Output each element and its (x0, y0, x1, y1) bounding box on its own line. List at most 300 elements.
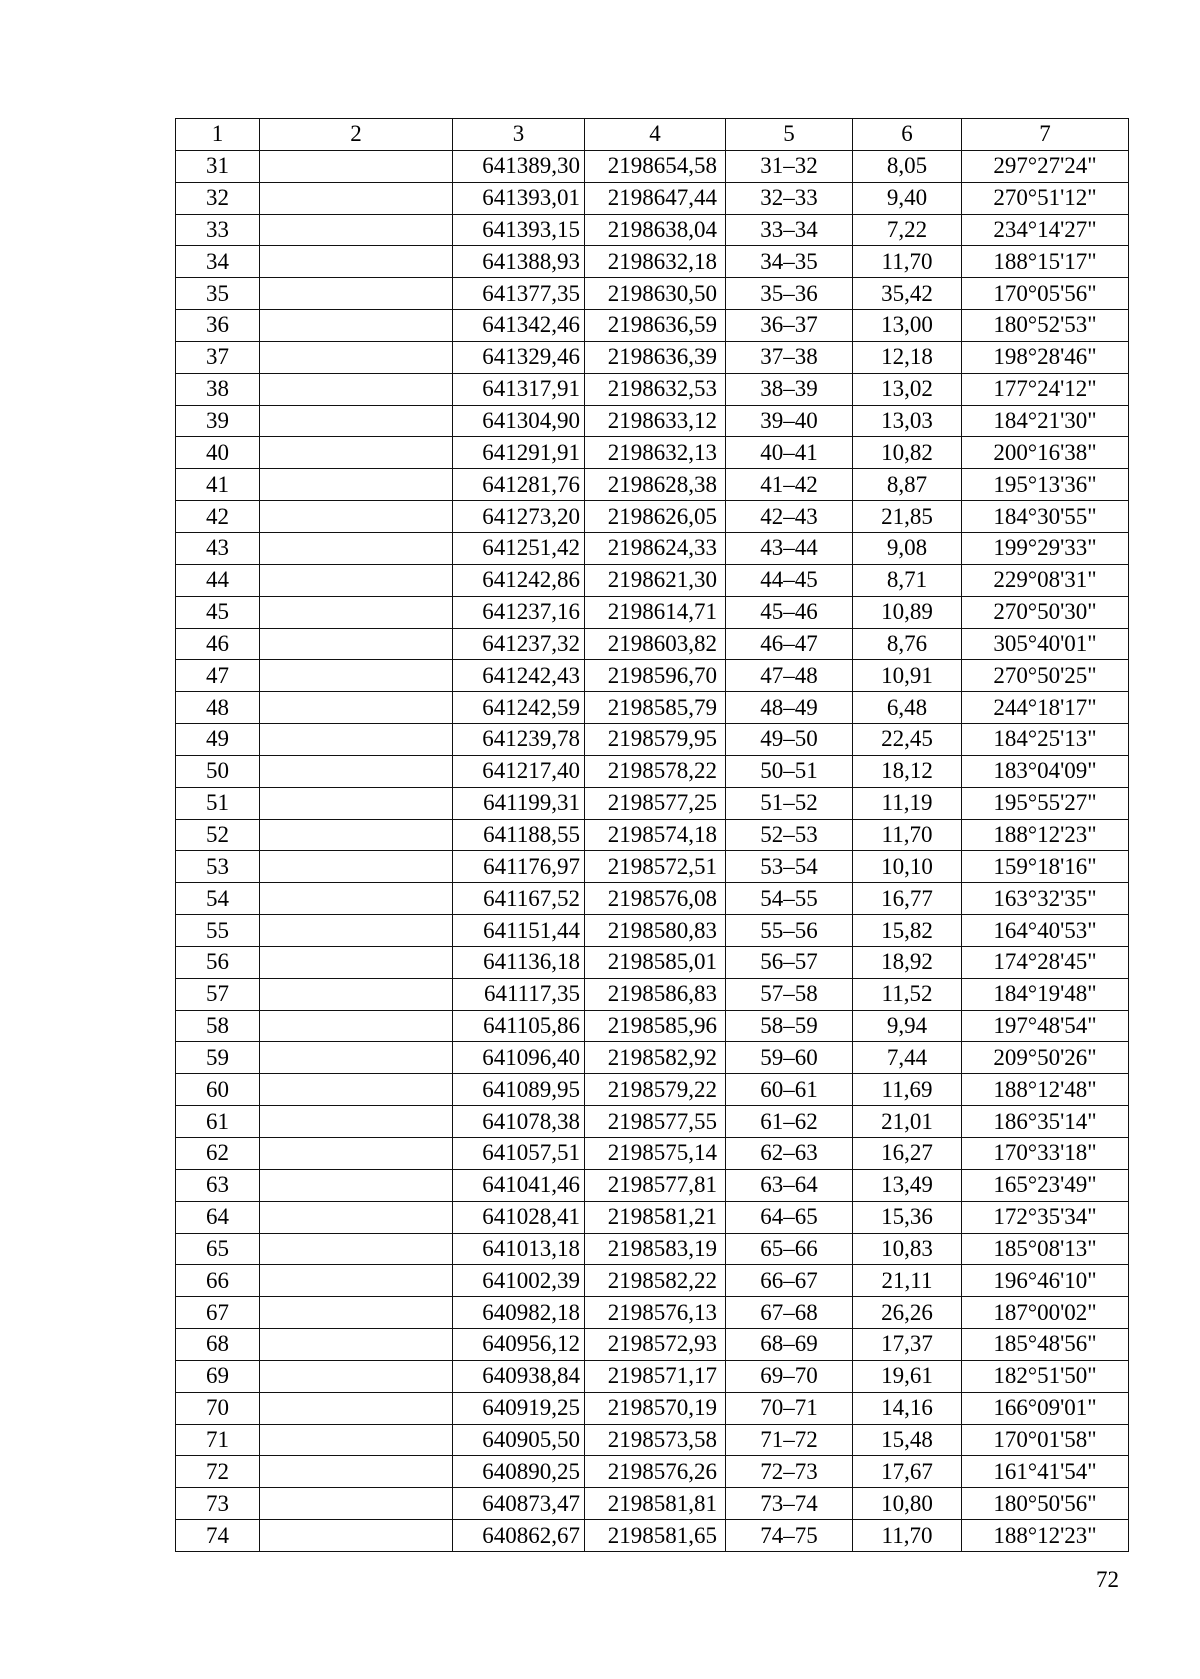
length-cell: 10,10 (853, 851, 962, 883)
table-row (176, 532, 1129, 564)
blank-cell (260, 1456, 453, 1488)
length-cell: 15,36 (853, 1201, 962, 1233)
x-coordinate-cell: 641041,46 (453, 1169, 585, 1201)
length-cell: 17,67 (853, 1456, 962, 1488)
point-number-cell: 53 (176, 851, 260, 883)
blank-cell (260, 532, 453, 564)
length-cell: 16,77 (853, 883, 962, 915)
point-number-cell: 33 (176, 214, 260, 246)
point-number-cell: 46 (176, 628, 260, 660)
point-number-cell: 45 (176, 596, 260, 628)
bearing-cell: 229°08'31" (962, 564, 1129, 596)
table-row (176, 1424, 1129, 1456)
table-row (176, 501, 1129, 533)
blank-cell (260, 246, 453, 278)
point-number-cell: 52 (176, 819, 260, 851)
blank-cell (260, 1392, 453, 1424)
point-number-cell: 31 (176, 150, 260, 182)
x-coordinate-cell: 641096,40 (453, 1042, 585, 1074)
segment-cell: 58–59 (726, 1010, 853, 1042)
length-cell: 8,71 (853, 564, 962, 596)
length-cell: 21,85 (853, 501, 962, 533)
y-coordinate-cell: 2198586,83 (585, 978, 726, 1010)
bearing-cell: 198°28'46" (962, 341, 1129, 373)
point-number-cell: 48 (176, 692, 260, 724)
length-cell: 16,27 (853, 1138, 962, 1170)
table-body (176, 150, 1129, 1551)
segment-cell: 31–32 (726, 150, 853, 182)
length-cell: 21,11 (853, 1265, 962, 1297)
x-coordinate-cell: 641237,32 (453, 628, 585, 660)
bearing-cell: 170°33'18" (962, 1138, 1129, 1170)
table-row (176, 310, 1129, 342)
table-row (176, 564, 1129, 596)
y-coordinate-cell: 2198582,22 (585, 1265, 726, 1297)
x-coordinate-cell: 640873,47 (453, 1488, 585, 1520)
x-coordinate-cell: 641089,95 (453, 1074, 585, 1106)
bearing-cell: 185°08'13" (962, 1233, 1129, 1265)
x-coordinate-cell: 641176,97 (453, 851, 585, 883)
length-cell: 11,70 (853, 819, 962, 851)
blank-cell (260, 1074, 453, 1106)
blank-cell (260, 692, 453, 724)
x-coordinate-cell: 641242,59 (453, 692, 585, 724)
blank-cell (260, 819, 453, 851)
segment-cell: 57–58 (726, 978, 853, 1010)
bearing-cell: 159°18'16" (962, 851, 1129, 883)
segment-cell: 59–60 (726, 1042, 853, 1074)
point-number-cell: 62 (176, 1138, 260, 1170)
length-cell: 11,69 (853, 1074, 962, 1106)
blank-cell (260, 182, 453, 214)
point-number-cell: 71 (176, 1424, 260, 1456)
bearing-cell: 177°24'12" (962, 373, 1129, 405)
point-number-cell: 55 (176, 915, 260, 947)
blank-cell (260, 1360, 453, 1392)
segment-cell: 49–50 (726, 724, 853, 756)
blank-cell (260, 628, 453, 660)
y-coordinate-cell: 2198583,19 (585, 1233, 726, 1265)
table-row (176, 405, 1129, 437)
bearing-cell: 183°04'09" (962, 755, 1129, 787)
y-coordinate-cell: 2198579,22 (585, 1074, 726, 1106)
point-number-cell: 58 (176, 1010, 260, 1042)
y-coordinate-cell: 2198636,59 (585, 310, 726, 342)
segment-cell: 53–54 (726, 851, 853, 883)
segment-cell: 69–70 (726, 1360, 853, 1392)
segment-cell: 32–33 (726, 182, 853, 214)
length-cell: 8,05 (853, 150, 962, 182)
point-number-cell: 59 (176, 1042, 260, 1074)
table-row (176, 1265, 1129, 1297)
segment-cell: 35–36 (726, 278, 853, 310)
table-row (176, 341, 1129, 373)
segment-cell: 48–49 (726, 692, 853, 724)
x-coordinate-cell: 641329,46 (453, 341, 585, 373)
x-coordinate-cell: 641151,44 (453, 915, 585, 947)
length-cell: 7,44 (853, 1042, 962, 1074)
table-row (176, 1074, 1129, 1106)
segment-cell: 70–71 (726, 1392, 853, 1424)
bearing-cell: 161°41'54" (962, 1456, 1129, 1488)
segment-cell: 45–46 (726, 596, 853, 628)
bearing-cell: 184°19'48" (962, 978, 1129, 1010)
y-coordinate-cell: 2198633,12 (585, 405, 726, 437)
y-coordinate-cell: 2198580,83 (585, 915, 726, 947)
y-coordinate-cell: 2198621,30 (585, 564, 726, 596)
table-row (176, 1138, 1129, 1170)
x-coordinate-cell: 641393,15 (453, 214, 585, 246)
segment-cell: 47–48 (726, 660, 853, 692)
y-coordinate-cell: 2198603,82 (585, 628, 726, 660)
table-row (176, 437, 1129, 469)
point-number-cell: 60 (176, 1074, 260, 1106)
bearing-cell: 188°15'17" (962, 246, 1129, 278)
y-coordinate-cell: 2198582,92 (585, 1042, 726, 1074)
table-row (176, 469, 1129, 501)
segment-cell: 61–62 (726, 1106, 853, 1138)
table-row (176, 1010, 1129, 1042)
x-coordinate-cell: 641389,30 (453, 150, 585, 182)
segment-cell: 62–63 (726, 1138, 853, 1170)
y-coordinate-cell: 2198585,01 (585, 946, 726, 978)
length-cell: 11,70 (853, 246, 962, 278)
blank-cell (260, 660, 453, 692)
length-cell: 15,82 (853, 915, 962, 947)
y-coordinate-cell: 2198581,81 (585, 1488, 726, 1520)
bearing-cell: 166°09'01" (962, 1392, 1129, 1424)
y-coordinate-cell: 2198626,05 (585, 501, 726, 533)
x-coordinate-cell: 641105,86 (453, 1010, 585, 1042)
x-coordinate-cell: 640862,67 (453, 1520, 585, 1552)
bearing-cell: 180°50'56" (962, 1488, 1129, 1520)
column-header: 7 (962, 119, 1129, 151)
table-row (176, 1201, 1129, 1233)
y-coordinate-cell: 2198581,65 (585, 1520, 726, 1552)
y-coordinate-cell: 2198585,79 (585, 692, 726, 724)
y-coordinate-cell: 2198630,50 (585, 278, 726, 310)
length-cell: 6,48 (853, 692, 962, 724)
y-coordinate-cell: 2198632,13 (585, 437, 726, 469)
point-number-cell: 72 (176, 1456, 260, 1488)
blank-cell (260, 310, 453, 342)
x-coordinate-cell: 641242,86 (453, 564, 585, 596)
blank-cell (260, 1201, 453, 1233)
segment-cell: 52–53 (726, 819, 853, 851)
blank-cell (260, 469, 453, 501)
segment-cell: 56–57 (726, 946, 853, 978)
blank-cell (260, 596, 453, 628)
bearing-cell: 187°00'02" (962, 1297, 1129, 1329)
bearing-cell: 180°52'53" (962, 310, 1129, 342)
table-row (176, 724, 1129, 756)
bearing-cell: 270°50'30" (962, 596, 1129, 628)
table-row (176, 1106, 1129, 1138)
blank-cell (260, 1138, 453, 1170)
y-coordinate-cell: 2198570,19 (585, 1392, 726, 1424)
blank-cell (260, 883, 453, 915)
blank-cell (260, 755, 453, 787)
bearing-cell: 163°32'35" (962, 883, 1129, 915)
table-row (176, 246, 1129, 278)
blank-cell (260, 1042, 453, 1074)
blank-cell (260, 787, 453, 819)
point-number-cell: 68 (176, 1329, 260, 1361)
x-coordinate-cell: 640890,25 (453, 1456, 585, 1488)
y-coordinate-cell: 2198577,25 (585, 787, 726, 819)
x-coordinate-cell: 641239,78 (453, 724, 585, 756)
point-number-cell: 43 (176, 532, 260, 564)
table-row (176, 755, 1129, 787)
point-number-cell: 69 (176, 1360, 260, 1392)
bearing-cell: 188°12'23" (962, 1520, 1129, 1552)
length-cell: 18,92 (853, 946, 962, 978)
bearing-cell: 244°18'17" (962, 692, 1129, 724)
x-coordinate-cell: 641393,01 (453, 182, 585, 214)
length-cell: 26,26 (853, 1297, 962, 1329)
segment-cell: 36–37 (726, 310, 853, 342)
table-row (176, 1233, 1129, 1265)
bearing-cell: 188°12'23" (962, 819, 1129, 851)
y-coordinate-cell: 2198571,17 (585, 1360, 726, 1392)
length-cell: 13,02 (853, 373, 962, 405)
segment-cell: 54–55 (726, 883, 853, 915)
bearing-cell: 199°29'33" (962, 532, 1129, 564)
bearing-cell: 170°05'56" (962, 278, 1129, 310)
blank-cell (260, 724, 453, 756)
y-coordinate-cell: 2198576,26 (585, 1456, 726, 1488)
bearing-cell: 185°48'56" (962, 1329, 1129, 1361)
bearing-cell: 172°35'34" (962, 1201, 1129, 1233)
table-row (176, 883, 1129, 915)
segment-cell: 37–38 (726, 341, 853, 373)
length-cell: 13,49 (853, 1169, 962, 1201)
y-coordinate-cell: 2198576,08 (585, 883, 726, 915)
blank-cell (260, 278, 453, 310)
bearing-cell: 297°27'24" (962, 150, 1129, 182)
y-coordinate-cell: 2198632,18 (585, 246, 726, 278)
y-coordinate-cell: 2198578,22 (585, 755, 726, 787)
x-coordinate-cell: 640982,18 (453, 1297, 585, 1329)
table-row (176, 1392, 1129, 1424)
length-cell: 9,94 (853, 1010, 962, 1042)
length-cell: 15,48 (853, 1424, 962, 1456)
y-coordinate-cell: 2198572,51 (585, 851, 726, 883)
point-number-cell: 44 (176, 564, 260, 596)
x-coordinate-cell: 641388,93 (453, 246, 585, 278)
length-cell: 13,03 (853, 405, 962, 437)
blank-cell (260, 1233, 453, 1265)
table-row (176, 1169, 1129, 1201)
y-coordinate-cell: 2198596,70 (585, 660, 726, 692)
x-coordinate-cell: 641304,90 (453, 405, 585, 437)
x-coordinate-cell: 641199,31 (453, 787, 585, 819)
blank-cell (260, 1488, 453, 1520)
x-coordinate-cell: 641237,16 (453, 596, 585, 628)
length-cell: 9,08 (853, 532, 962, 564)
y-coordinate-cell: 2198647,44 (585, 182, 726, 214)
blank-cell (260, 437, 453, 469)
segment-cell: 74–75 (726, 1520, 853, 1552)
y-coordinate-cell: 2198614,71 (585, 596, 726, 628)
x-coordinate-cell: 641281,76 (453, 469, 585, 501)
point-number-cell: 36 (176, 310, 260, 342)
y-coordinate-cell: 2198581,21 (585, 1201, 726, 1233)
length-cell: 14,16 (853, 1392, 962, 1424)
x-coordinate-cell: 641078,38 (453, 1106, 585, 1138)
bearing-cell: 174°28'45" (962, 946, 1129, 978)
bearing-cell: 200°16'38" (962, 437, 1129, 469)
table-row (176, 182, 1129, 214)
segment-cell: 60–61 (726, 1074, 853, 1106)
y-coordinate-cell: 2198636,39 (585, 341, 726, 373)
column-header: 6 (853, 119, 962, 151)
x-coordinate-cell: 641028,41 (453, 1201, 585, 1233)
table-row (176, 660, 1129, 692)
segment-cell: 33–34 (726, 214, 853, 246)
point-number-cell: 42 (176, 501, 260, 533)
table-row (176, 1042, 1129, 1074)
length-cell: 11,19 (853, 787, 962, 819)
length-cell: 11,70 (853, 1520, 962, 1552)
table-row (176, 278, 1129, 310)
table-row (176, 851, 1129, 883)
table-row (176, 596, 1129, 628)
point-number-cell: 54 (176, 883, 260, 915)
bearing-cell: 186°35'14" (962, 1106, 1129, 1138)
length-cell: 12,18 (853, 341, 962, 373)
bearing-cell: 195°55'27" (962, 787, 1129, 819)
segment-cell: 55–56 (726, 915, 853, 947)
y-coordinate-cell: 2198577,55 (585, 1106, 726, 1138)
x-coordinate-cell: 641342,46 (453, 310, 585, 342)
segment-cell: 64–65 (726, 1201, 853, 1233)
blank-cell (260, 851, 453, 883)
length-cell: 8,76 (853, 628, 962, 660)
blank-cell (260, 214, 453, 246)
table-row (176, 628, 1129, 660)
x-coordinate-cell: 641251,42 (453, 532, 585, 564)
x-coordinate-cell: 641188,55 (453, 819, 585, 851)
length-cell: 13,00 (853, 310, 962, 342)
length-cell: 10,91 (853, 660, 962, 692)
point-number-cell: 39 (176, 405, 260, 437)
point-number-cell: 47 (176, 660, 260, 692)
x-coordinate-cell: 640956,12 (453, 1329, 585, 1361)
blank-cell (260, 1520, 453, 1552)
bearing-cell: 188°12'48" (962, 1074, 1129, 1106)
bearing-cell: 184°25'13" (962, 724, 1129, 756)
y-coordinate-cell: 2198628,38 (585, 469, 726, 501)
blank-cell (260, 915, 453, 947)
blank-cell (260, 1010, 453, 1042)
table-row (176, 1297, 1129, 1329)
table-row (176, 1456, 1129, 1488)
blank-cell (260, 1424, 453, 1456)
table-row (176, 150, 1129, 182)
length-cell: 22,45 (853, 724, 962, 756)
point-number-cell: 34 (176, 246, 260, 278)
y-coordinate-cell: 2198577,81 (585, 1169, 726, 1201)
page-number: 72 (1096, 1567, 1119, 1592)
length-cell: 17,37 (853, 1329, 962, 1361)
x-coordinate-cell: 640938,84 (453, 1360, 585, 1392)
bearing-cell: 270°50'25" (962, 660, 1129, 692)
point-number-cell: 61 (176, 1106, 260, 1138)
segment-cell: 66–67 (726, 1265, 853, 1297)
blank-cell (260, 564, 453, 596)
bearing-cell: 197°48'54" (962, 1010, 1129, 1042)
blank-cell (260, 501, 453, 533)
point-number-cell: 67 (176, 1297, 260, 1329)
bearing-cell: 182°51'50" (962, 1360, 1129, 1392)
x-coordinate-cell: 641317,91 (453, 373, 585, 405)
segment-cell: 38–39 (726, 373, 853, 405)
blank-cell (260, 978, 453, 1010)
table-row (176, 978, 1129, 1010)
x-coordinate-cell: 641242,43 (453, 660, 585, 692)
segment-cell: 46–47 (726, 628, 853, 660)
segment-cell: 44–45 (726, 564, 853, 596)
blank-cell (260, 150, 453, 182)
segment-cell: 67–68 (726, 1297, 853, 1329)
point-number-cell: 57 (176, 978, 260, 1010)
column-header: 5 (726, 119, 853, 151)
point-number-cell: 40 (176, 437, 260, 469)
point-number-cell: 65 (176, 1233, 260, 1265)
point-number-cell: 64 (176, 1201, 260, 1233)
coordinates-table (175, 118, 1129, 1552)
y-coordinate-cell: 2198572,93 (585, 1329, 726, 1361)
table-row (176, 692, 1129, 724)
bearing-cell: 170°01'58" (962, 1424, 1129, 1456)
table-row (176, 1329, 1129, 1361)
blank-cell (260, 1169, 453, 1201)
blank-cell (260, 341, 453, 373)
x-coordinate-cell: 641167,52 (453, 883, 585, 915)
segment-cell: 63–64 (726, 1169, 853, 1201)
x-coordinate-cell: 641273,20 (453, 501, 585, 533)
point-number-cell: 56 (176, 946, 260, 978)
point-number-cell: 49 (176, 724, 260, 756)
blank-cell (260, 373, 453, 405)
x-coordinate-cell: 641057,51 (453, 1138, 585, 1170)
segment-cell: 43–44 (726, 532, 853, 564)
y-coordinate-cell: 2198624,33 (585, 532, 726, 564)
x-coordinate-cell: 641291,91 (453, 437, 585, 469)
bearing-cell: 165°23'49" (962, 1169, 1129, 1201)
blank-cell (260, 1297, 453, 1329)
y-coordinate-cell: 2198585,96 (585, 1010, 726, 1042)
column-header: 3 (453, 119, 585, 151)
point-number-cell: 38 (176, 373, 260, 405)
point-number-cell: 50 (176, 755, 260, 787)
bearing-cell: 184°30'55" (962, 501, 1129, 533)
table-row (176, 1360, 1129, 1392)
table-row (176, 915, 1129, 947)
length-cell: 19,61 (853, 1360, 962, 1392)
x-coordinate-cell: 641117,35 (453, 978, 585, 1010)
bearing-cell: 234°14'27" (962, 214, 1129, 246)
length-cell: 21,01 (853, 1106, 962, 1138)
y-coordinate-cell: 2198638,04 (585, 214, 726, 246)
segment-cell: 50–51 (726, 755, 853, 787)
bearing-cell: 196°46'10" (962, 1265, 1129, 1297)
point-number-cell: 41 (176, 469, 260, 501)
segment-cell: 51–52 (726, 787, 853, 819)
point-number-cell: 73 (176, 1488, 260, 1520)
length-cell: 11,52 (853, 978, 962, 1010)
